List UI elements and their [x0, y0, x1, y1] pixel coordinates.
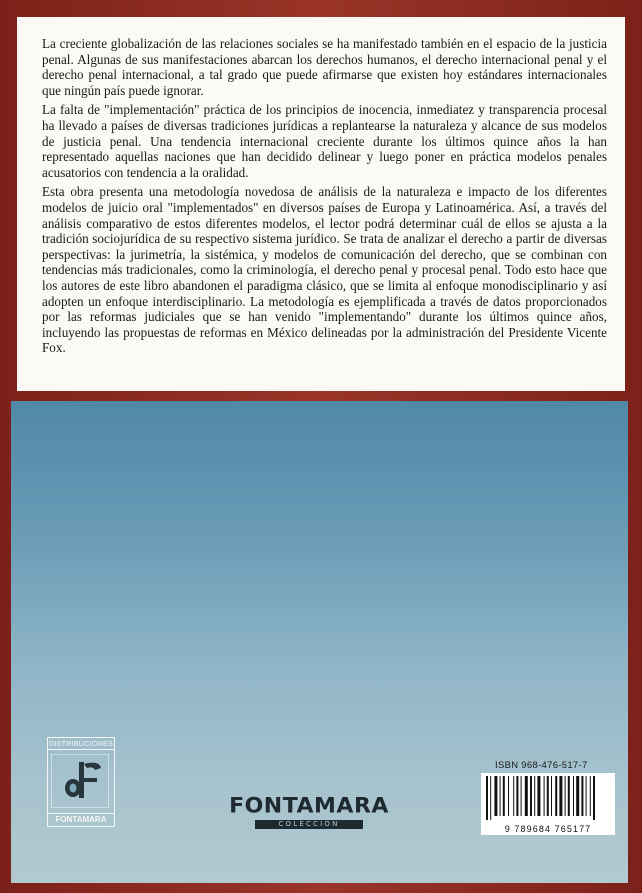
distributor-name: FONTAMARA [48, 813, 114, 826]
publisher-logo [224, 796, 394, 829]
synopsis-paragraph-2: La falta de "implementación" práctica de los principios de inocencia, inmediatez y transparencia procesal ha llevado a países de diversas tradiciones jurídicas a replantearse la naturaleza y alcance de sus modelos de justicia penal. Una tendencia internacional creciente durante los últimos quince años la han representado aquellas naciones que han decidido delinear y luego poner en práctica modelos penales acusatorios con tendencia a la oralidad. [42, 102, 607, 180]
synopsis-panel [17, 17, 625, 391]
barcode-number: 9 789684 765177 [504, 824, 592, 834]
synopsis-paragraph-1: La creciente globalización de las relaciones sociales se ha manifestado también en el espacio de la justicia penal. Algunas de sus manifestaciones abarcan los derechos humanos, el derecho internacional penal y el derecho penal internacional, a tal grado que puede afirmarse que existen hoy estándares internacionales que ningún país puede ignorar. [42, 36, 607, 98]
barcode-bars [486, 776, 610, 820]
publisher-collection: COLECCIÓN [255, 820, 363, 829]
barcode [481, 773, 615, 835]
isbn-block [481, 760, 616, 836]
synopsis-paragraph-3: Esta obra presenta una metodología novedosa de análisis de la naturaleza e impacto de los diferentes modelos de juicio oral "implementados" en diversos países de Europa y Latinoamérica. Así, a través del análisis comparativo de estos diferentes modelos, el lector podrá determinar cuál de ellos se ajusta a la tradición sociojurídica de su respectivo sistema jurídico. Se trata de analizar el derecho a partir de diversas perspectivas: la jurimetría, la sistémica, y modelos de comunicación del derecho, que se combinan con tendencias más tradicionales, como la criminología, el derecho penal y procesal penal. Todo esto hace que los autores de este libro abandonen el paradigma clásico, que se limita al enfoque monodisciplinario y así adopten un enfoque interdisciplinario. La metodología es ejemplificada a través de datos proporcionados por las reformas judiciales que se han venido "implementando" durante los últimos quince años, incluyendo las propuestas de reformas en México delineadas por la administración del Presidente Vicente Fox. [42, 184, 607, 356]
isbn-label: ISBN 968-476-517-7 [495, 760, 588, 771]
distributor-label: DISTRIBUCIONES [49, 739, 113, 748]
df-monogram-icon [51, 754, 109, 808]
distributor-logo [47, 737, 115, 827]
publisher-name: FONTAMARA [229, 794, 389, 819]
